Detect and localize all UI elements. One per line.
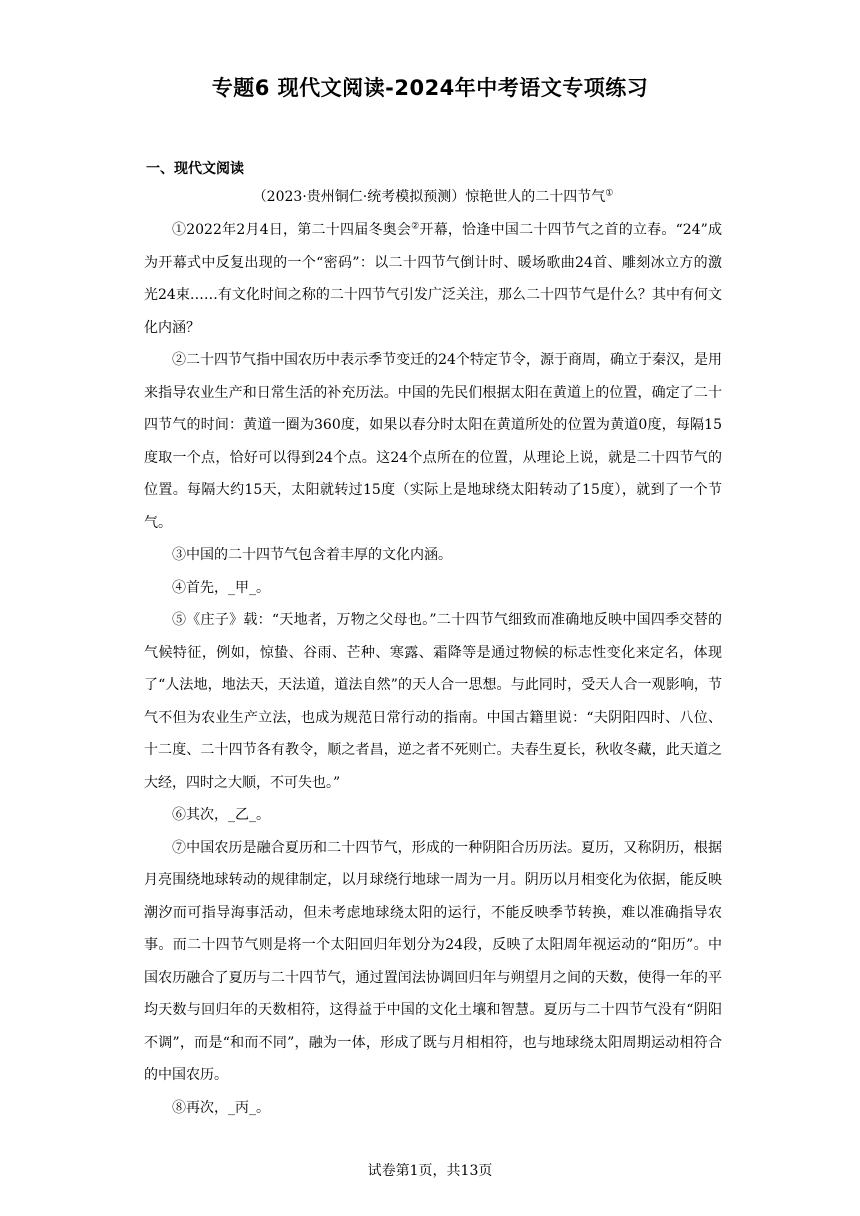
paragraph-text: ⑦中国农历是融合夏历和二十四节气，形成的一种阴阳合历历法。夏历，又称阴历，根据月亮围绕地球转动的规律制定，以月球绕行地球一周为一月。阴历以月相变化为依据，能反映潮汐而可指导海事活动，但未考虑地球绕太阳的运行，不能反映季节转换，难以准确指导农事。而二十四节气则是将一个太阳回归年划分为24段，反映了太阳周年视运动的“阳历”。中国农历融合了夏历与二十四节气，通过置闰法协调回归年与朔望月之间的天数，使得一年的平均天数与回归年的天数相符，这得益于中国的文化土壤和智慧。夏历与二十四节气没有“阴阳不调”，而是“和而不同”，融为一体，形成了既与月相相符，也与地球绕太阳周期运动相符合的中国农历。 (144, 839, 722, 1083)
footnote-marker: ① (605, 188, 614, 199)
paragraph-7 (144, 832, 722, 1092)
footnote-marker: ② (411, 221, 420, 232)
section-heading: 一、现代文阅读 (146, 161, 244, 177)
paragraph-5 (144, 604, 722, 799)
paragraph-text: 开幕，恰逢中国二十四节气之首的立春。“24”成为开幕式中反复出现的一个“密码”：以二十四节气倒计时、暖场歌曲24首、雕刻冰立方的激光24束……有文化时间之称的二十四节气引发广泛关注，那么二十四节气是什么？其中有何文化内涵？ (144, 222, 722, 336)
paragraph-text: ⑧再次，_丙_。 (172, 1099, 270, 1116)
document-title: 专题6 现代文阅读-2024年中考语文专项练习 (211, 76, 649, 100)
passage-source-text: （2023·贵州铜仁·统考模拟预测）惊艳世人的二十四节气 (252, 189, 606, 205)
passage-source-line (144, 184, 722, 210)
paragraph-text: ⑥其次，_乙_。 (172, 807, 270, 823)
paragraph-8 (144, 1092, 722, 1125)
paragraph-2 (144, 344, 722, 539)
paragraph-text: ⑤《庄子》载：“天地者，万物之父母也。”二十四节气细致而准确地反映中国四季交替的气候特征，例如，惊蛰、谷雨、芒种、寒露、霜降等是通过物候的标志性变化来定名，体现了“人法地，地法天，天法道，道法自然”的天人合一思想。与此同时，受天人合一观影响，节气不但为农业生产立法，也成为规范日常行动的指南。中国古籍里说：“夫阴阳四时、八位、十二度、二十四节各有教令，顺之者昌，逆之者不死则亡。夫春生夏长，秋收冬藏，此天道之大经，四时之大顺，不可失也。” (144, 612, 722, 791)
paragraph-4 (144, 572, 722, 605)
page-footer: 试卷第1页，共13页 (367, 1163, 493, 1179)
paragraph-text: ③中国的二十四节气包含着丰厚的文化内涵。 (172, 547, 452, 563)
paragraph-text: ②二十四节气指中国农历中表示季节变迁的24个特定节令，源于商周，确立于秦汉，是用来指导农业生产和日常生活的补充历法。中国的先民们根据太阳在黄道上的位置，确定了二十四节气的时间：黄道一圈为360度，如果以春分时太阳在黄道所处的位置为黄道0度，每隔15度取一个点，恰好可以得到24个点。这24个点所在的位置，从理论上说，就是二十四节气的位置。每隔大约15天，太阳就转过15度（实际上是地球绕太阳转动了15度），就到了一个节气。 (144, 352, 722, 531)
paragraph-6 (144, 799, 722, 832)
reading-passage (144, 184, 722, 1124)
paragraph-3 (144, 539, 722, 572)
paragraph-text: ④首先，_甲_。 (172, 579, 270, 596)
paragraph-text: ①2022年2月4日，第二十四届冬奥会 (172, 222, 412, 238)
paragraph-1 (144, 214, 722, 344)
